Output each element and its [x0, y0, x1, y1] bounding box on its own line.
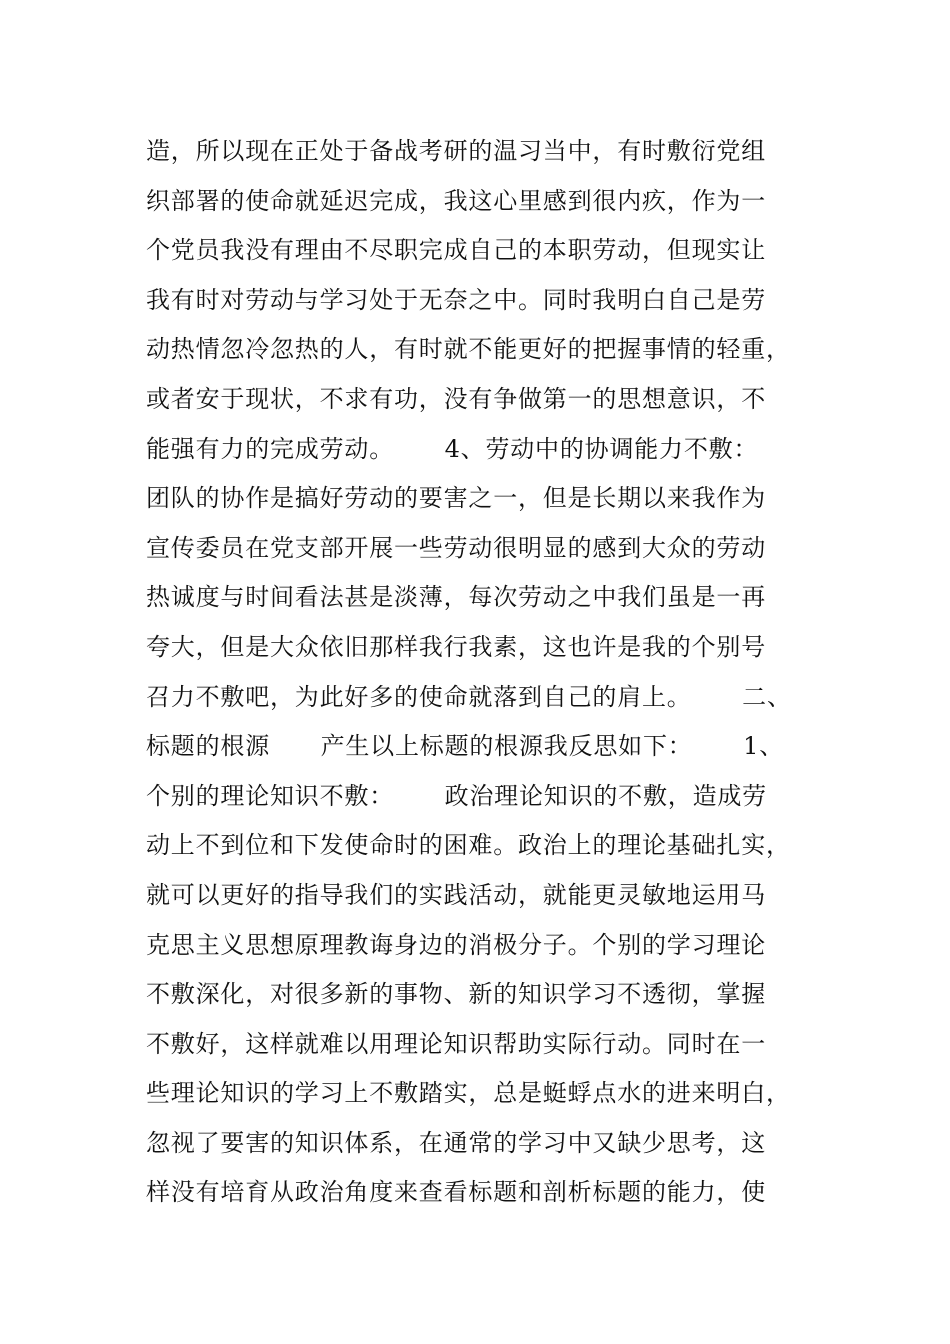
text-line: 动上不到位和下发使命时的困难。政治上的理论基础扎实， — [146, 831, 791, 860]
text-line: 召力不敷吧，为此好多的使命就落到自己的肩上。 二、 — [146, 682, 792, 711]
text-line: 不敷好，这样就难以用理论知识帮助实际行动。同时在一 — [146, 1029, 766, 1058]
text-line: 造，所以现在正处于备战考研的温习当中，有时敷衍党组 — [146, 137, 766, 165]
text-line: 个党员我没有理由不尽职完成自己的本职劳动，但现实让 — [146, 236, 766, 265]
text-line: 宣传委员在党支部开展一些劳动很明显的感到大众的劳动 — [146, 533, 766, 562]
text-line: 或者安于现状，不求有功，没有争做第一的思想意识，不 — [146, 384, 766, 413]
text-line: 个别的理论知识不敷： 政治理论知识的不敷，造成劳 — [146, 781, 767, 810]
text-line: 样没有培育从政治角度来查看标题和剖析标题的能力，使 — [146, 1178, 766, 1207]
text-line: 些理论知识的学习上不敷踏实，总是蜓蜉点水的进来明白， — [146, 1079, 791, 1108]
body-text — [146, 127, 806, 1218]
text-line: 不敷深化，对很多新的事物、新的知识学习不透彻，掌握 — [146, 980, 766, 1009]
text-line: 团队的协作是搞好劳动的要害之一，但是长期以来我作为 — [146, 484, 766, 513]
text-line: 能强有力的完成劳动。 4、劳动中的协调能力不敷： — [146, 434, 759, 463]
text-line: 克思主义思想原理教诲身边的消极分子。个别的学习理论 — [146, 930, 766, 959]
text-line: 就可以更好的指导我们的实践活动，就能更灵敏地运用马 — [146, 880, 766, 909]
text-line: 我有时对劳动与学习处于无奈之中。同时我明白自己是劳 — [146, 285, 766, 314]
text-line: 热诚度与时间看法甚是淡薄，每次劳动之中我们虽是一再 — [146, 583, 766, 612]
text-line: 夸大，但是大众依旧那样我行我素，这也许是我的个别号 — [146, 632, 766, 661]
text-line: 织部署的使命就延迟完成，我这心里感到很内疚，作为一 — [146, 186, 766, 215]
text-line: 动热情忽冷忽热的人，有时就不能更好的把握事情的轻重， — [146, 335, 791, 364]
text-line: 忽视了要害的知识体系，在通常的学习中又缺少思考，这 — [146, 1128, 766, 1157]
text-line: 标题的根源 产生以上标题的根源我反思如下： 1、 — [146, 732, 785, 761]
